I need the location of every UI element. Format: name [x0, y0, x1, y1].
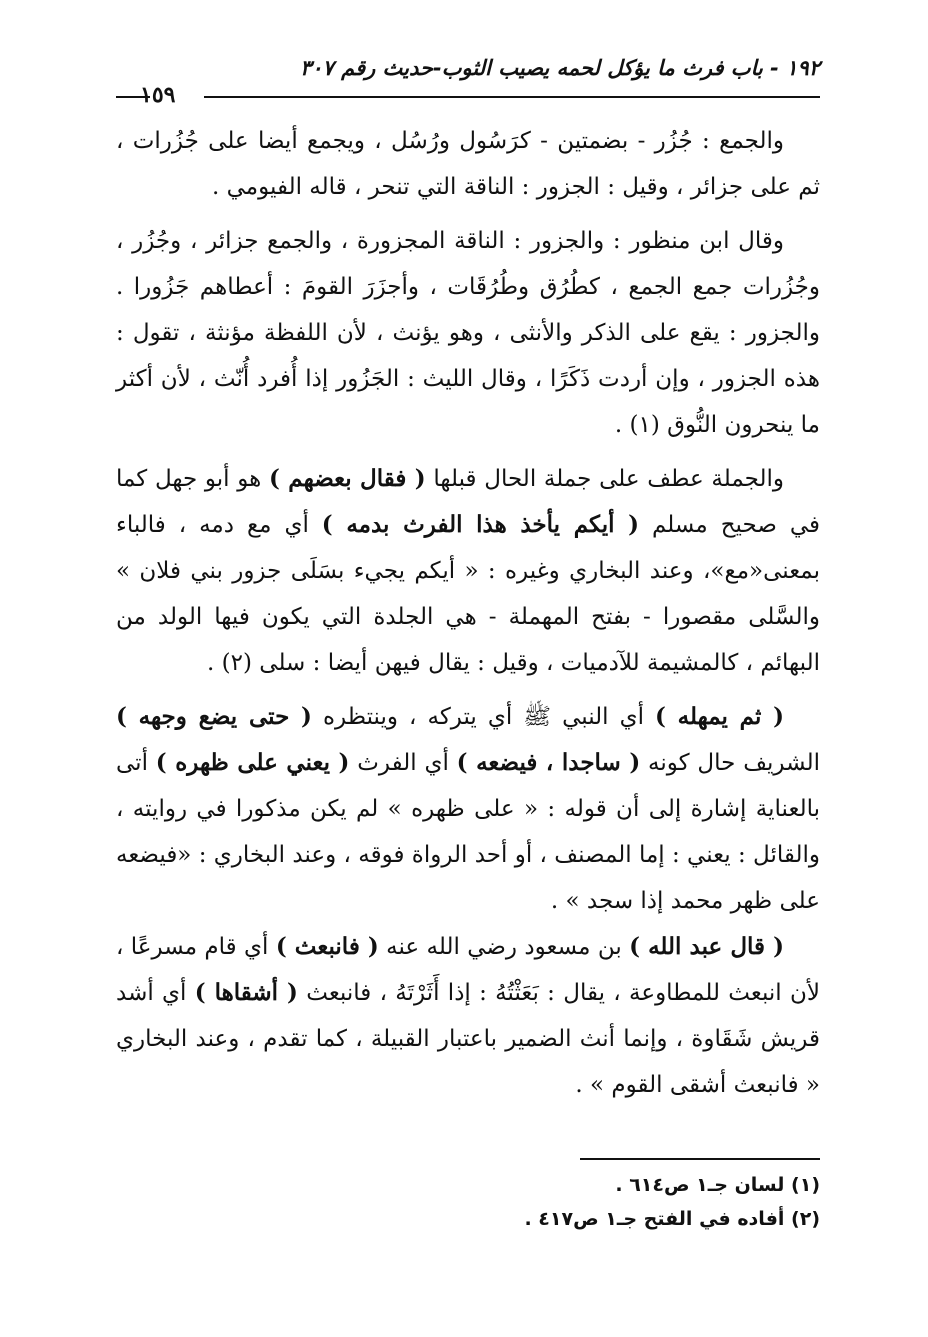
- footnote: (٢) أفاده في الفتح جـ١ ص٤١٧ .: [524, 1208, 820, 1230]
- text-run: الشريف حال كونه: [640, 750, 821, 776]
- quoted-hadith-phrase: ( حتى يضع وجهه ): [116, 703, 312, 730]
- chapter-heading: ١٩٢ - باب فرث ما يؤكل لحمه يصيب الثوب-حديث رقم ٣٠٧: [299, 56, 820, 80]
- text-run: أي أشد قريش شَقَاوة ، وإنما أنث الضمير باعتبار القبيلة ، كما تقدم ، وعند البخاري « فانبعث أشقى القوم » .: [116, 980, 820, 1098]
- text-run: أي الفرث: [349, 750, 457, 776]
- quoted-hadith-phrase: ( أيكم يأخذ هذا الفرث بدمه ): [321, 511, 640, 538]
- text-run: أي قام مسرعًا ، لأن انبعث للمطاوعة ، يقال : بَعَثْتُهُ : إذا أَثَرْتَهُ ، فانبعث: [116, 934, 820, 1006]
- text-run: أتى بالعناية إشارة إلى أن قوله : « على ظهره » لم يكن مذكورا في روايته ، والقائل : يعني : إما المصنف ، أو أحد الرواة فوقه ، وعند البخاري : «فيضعه على ظهر محمد إذا سجد » .: [116, 750, 820, 914]
- paragraph: [116, 118, 820, 210]
- header-rule: [204, 96, 820, 98]
- footnote: (١) لسان جـ١ ص٦١٤ .: [615, 1174, 820, 1196]
- paragraph: [116, 456, 820, 686]
- text-run: أي مع دمه ، فالباء بمعنى«مع»، وعند البخاري وغيره : « أيكم يجيء بسَلَى جزور بني فلان » والسَّلى مقصورا - بفتح المهملة - هي الجلدة التي يكون فيها الولد من البهائم ، كالمشيمة للآدميات ، وقيل : يقال فيهن أيضا : سلى (٢) .: [116, 512, 820, 676]
- text-run: أي النبي ﷺ أي يتركه ، وينتظره: [311, 704, 656, 730]
- page-number: ١٥٩: [140, 82, 176, 108]
- paragraph: [116, 694, 820, 924]
- quoted-hadith-phrase: ( يعني على ظهره ): [155, 749, 350, 776]
- paragraph: [116, 924, 820, 1108]
- quoted-hadith-phrase: ( فانبعث ): [275, 933, 379, 960]
- quoted-hadith-phrase: ( ثم يمهله ): [655, 703, 784, 730]
- text-run: هو أبو جهل كما في صحيح مسلم: [116, 466, 820, 538]
- text-run: وقال ابن منظور : والجزور : الناقة المجزورة ، والجمع جزائر ، وجُزُر ، وجُزُرات جمع الجمع ، كطُرُق وطُرُقَات ، وأجزَرَ القومَ : أعطاهم جَزُورا . والجزور : يقع على الذكر والأنثى ، وهو يؤنث ، لأن اللفظة مؤنثة ، تقول : هذه الجزور ، وإن أردت ذَكَرًا ، وقال الليث : الجَزُور إذا أُفرد أُنّث ، لأن أكثر ما ينحرون النُّوق (١) .: [116, 228, 820, 438]
- quoted-hadith-phrase: ( فقال بعضهم ): [269, 465, 426, 492]
- quoted-hadith-phrase: ( قال عبد الله ): [629, 933, 784, 960]
- page-header: [116, 52, 820, 108]
- quoted-hadith-phrase: ( أشقاها ): [194, 979, 298, 1006]
- page-number-rule: [116, 96, 150, 98]
- text-run: بن مسعود رضي الله عنه: [378, 934, 630, 960]
- footnotes: [220, 1168, 820, 1236]
- commentary-body: [116, 118, 820, 1108]
- footnote-separator: [580, 1158, 820, 1160]
- paragraph: [116, 218, 820, 448]
- text-run: والجمع : جُزُر - بضمتين - كرَسُول ورُسُل ، ويجمع أيضا على جُزُرات ، ثم على جزائر ، وقيل : الجزور : الناقة التي تنحر ، قاله الفيومي .: [116, 128, 820, 200]
- text-run: والجملة عطف على جملة الحال قبلها: [425, 466, 784, 492]
- quoted-hadith-phrase: ( ساجدا ، فيضعه ): [456, 749, 641, 776]
